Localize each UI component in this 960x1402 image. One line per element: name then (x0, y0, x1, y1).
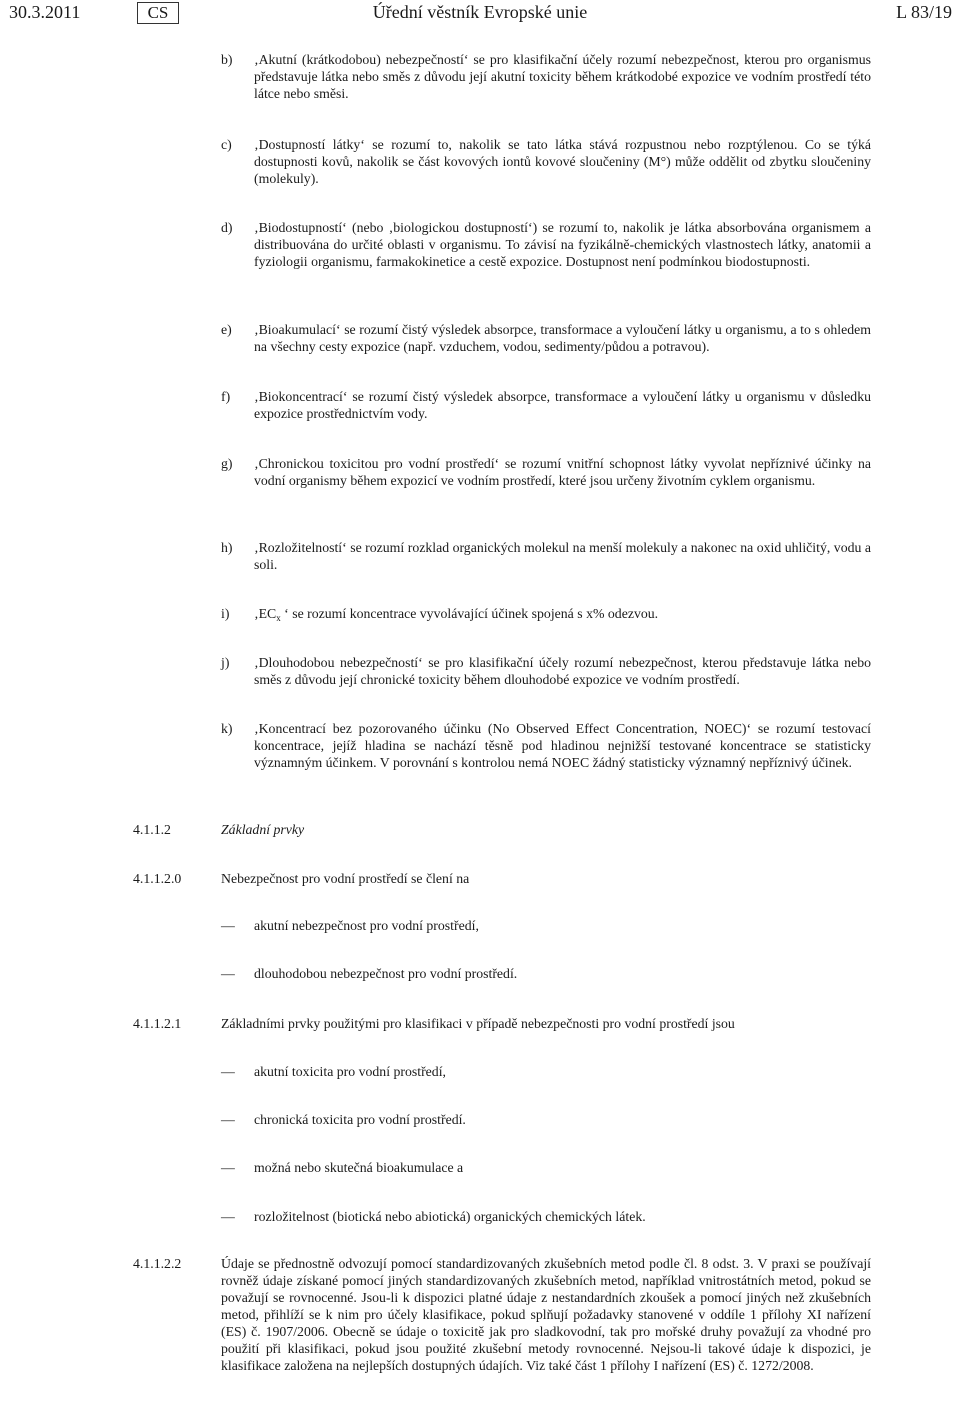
language-code-box: CS (137, 2, 179, 24)
definition-c (221, 136, 871, 187)
section-heading: Základní prvky (221, 822, 305, 837)
section-4-1-1-2-0 (133, 870, 871, 887)
list-item (221, 965, 871, 982)
dash-bullet: — (221, 1064, 235, 1079)
definition-h (221, 539, 871, 573)
section-4-1-1-2-1 (133, 1015, 871, 1032)
definition-e (221, 321, 871, 355)
definition-label: d) (221, 220, 233, 235)
dash-bullet: — (221, 918, 235, 933)
header-date: 30.3.2011 (9, 2, 81, 22)
definition-label: g) (221, 456, 233, 471)
definition-text: ‚Chronickou toxicitou pro vodní prostředí‘ se rozumí vnitřní schopnost látky vyvolat nepříznivé účinky na vodní organismy během expozicí ve vodním prostředí, které jsou určeny životním cyklem organismu. (254, 456, 871, 488)
definition-text: ‚Biodostupností‘ (nebo ‚biologickou dostupností‘) se rozumí to, nakolik je látka absorbována organismem a distribuována do určité oblasti v organismu. To závisí na fyzikálně-chemických vlastnostech látky, anatomii a fyziologii organismu, farmakokinetice a cestě expozice. Dostupnost není podmínkou biodostupnosti. (254, 220, 871, 269)
list-item-text: dlouhodobou nebezpečnost pro vodní prostředí. (254, 966, 518, 981)
section-4-1-1-2 (133, 821, 871, 838)
dash-bullet: — (221, 1209, 235, 1224)
definition-label: b) (221, 52, 233, 67)
list-item (221, 917, 871, 934)
definition-text: ‚Dostupností látky‘ se rozumí to, nakolik se tato látka stává rozpustnou nebo rozptýlenou. Co se týká dostupnosti kovů, nakolik se část kovových iontů kovové sloučeniny (M°) může oddělit od zbytku sloučeniny (molekuly). (254, 137, 871, 186)
dash-bullet: — (221, 966, 235, 981)
definition-g (221, 455, 871, 489)
section-number: 4.1.1.2.2 (133, 1256, 182, 1271)
section-number: 4.1.1.2 (133, 822, 171, 837)
definition-b (221, 51, 871, 102)
definition-text: ‚Akutní (krátkodobou) nebezpečností‘ se pro klasifikační účely rozumí nebezpečnost, kterou pro organismus představuje látka nebo směs z důvodu její akutní toxicity během krátkodobé expozice ve vodním prostředí této látce nebo směsi. (254, 52, 871, 101)
definition-k (221, 720, 871, 771)
definition-f (221, 388, 871, 422)
page-reference: L 83/19 (896, 2, 952, 22)
list-item-text: možná nebo skutečná bioakumulace a (254, 1160, 464, 1175)
section-4-1-1-2-2 (133, 1255, 871, 1374)
list-item (221, 1208, 871, 1225)
ec-subscript: x (276, 613, 281, 623)
section-text: Údaje se přednostně odvozují pomocí standardizovaných zkušebních metod podle čl. 8 odst. 3. V praxi se používají rovněž údaje získané pomocí jiných standardizovaných zkušebních metod, například vnitrostátních metod, pokud se považují se rovnocenné. Jsou-li k dispozici platné údaje z nestandardních zkoušek a pomocí jiných než zkušebních metod, přihlíží se k nim pro účely klasifikace, pokud splňují požadavky stanovené v oddíle 1 přílohy XI nařízení (ES) č. 1907/2006. Obecně se údaje o toxicitě jak pro sladkovodní, tak pro mořské druhy považují za vhodné pro použití při klasifikaci, pokud jsou použité zkušební metody rovnocenné. Nejsou-li takové údaje k dispozici, je klasifikace založena na nejlepších dostupných údajích. Viz také část 1 přílohy I nařízení (ES) č. 1272/2008. (221, 1256, 871, 1373)
definition-text: ‚Rozložitelností‘ se rozumí rozklad organických molekul na menší molekuly a nakonec na oxid uhličitý, vodu a soli. (254, 540, 871, 572)
definition-text: ‚Bioakumulací‘ se rozumí čistý výsledek absorpce, transformace a vyloučení látky u organismu, a to s ohledem na všechny cesty expozice (např. vzduchem, vodou, sedimenty/půdou a potravou). (254, 322, 871, 354)
definition-label: j) (221, 655, 230, 670)
definition-label: e) (221, 322, 232, 337)
definition-label: i) (221, 606, 230, 621)
list-item-text: akutní toxicita pro vodní prostředí, (254, 1064, 446, 1079)
definition-j (221, 654, 871, 688)
definition-label: h) (221, 540, 233, 555)
list-item-text: chronická toxicita pro vodní prostředí. (254, 1112, 466, 1127)
list-item (221, 1159, 871, 1176)
definition-text: ‚Dlouhodobou nebezpečností‘ se pro klasifikační účely rozumí nebezpečnost, kterou představuje látka nebo směs z důvodu její chronické toxicity během dlouhodobé expozice ve vodním prostředí. (254, 655, 871, 687)
definition-text (254, 605, 871, 622)
definition-label: c) (221, 137, 232, 152)
ec-prefix: ‚EC (254, 606, 277, 621)
section-number: 4.1.1.2.1 (133, 1016, 182, 1031)
section-text: Základními prvky použitými pro klasifikaci v případě nebezpečnosti pro vodní prostředí jsou (221, 1016, 735, 1031)
dash-bullet: — (221, 1160, 235, 1175)
dash-bullet: — (221, 1112, 235, 1127)
section-text: Nebezpečnost pro vodní prostředí se člení na (221, 871, 470, 886)
definition-text: ‚Biokoncentrací‘ se rozumí čistý výsledek absorpce, transformace a vyloučení látky u organismu v důsledku expozice prostřednictvím vody. (254, 389, 871, 421)
page-header (0, 0, 960, 30)
list-item (221, 1063, 871, 1080)
list-item (221, 1111, 871, 1128)
section-number: 4.1.1.2.0 (133, 871, 182, 886)
ec-rest: ‘ se rozumí koncentrace vyvolávající účinek spojená s x% odezvou. (280, 606, 659, 621)
definition-d (221, 219, 871, 270)
definition-label: k) (221, 721, 233, 736)
definition-i (221, 605, 871, 622)
list-item-text: rozložitelnost (biotická nebo abiotická) organických chemických látek. (254, 1209, 646, 1224)
list-item-text: akutní nebezpečnost pro vodní prostředí, (254, 918, 479, 933)
definition-text: ‚Koncentrací bez pozorovaného účinku (No Observed Effect Concentration, NOEC)‘ se rozumí testovací koncentrace, jejíž hladina se nachází těsně pod hladinou nejnižší testované koncentrace se statisticky významným účinkem. V porovnání s kontrolou nemá NOEC žádný statisticky významný nepříznivý účinek. (254, 721, 871, 770)
definition-label: f) (221, 389, 231, 404)
journal-title: Úřední věstník Evropské unie (372, 2, 588, 22)
